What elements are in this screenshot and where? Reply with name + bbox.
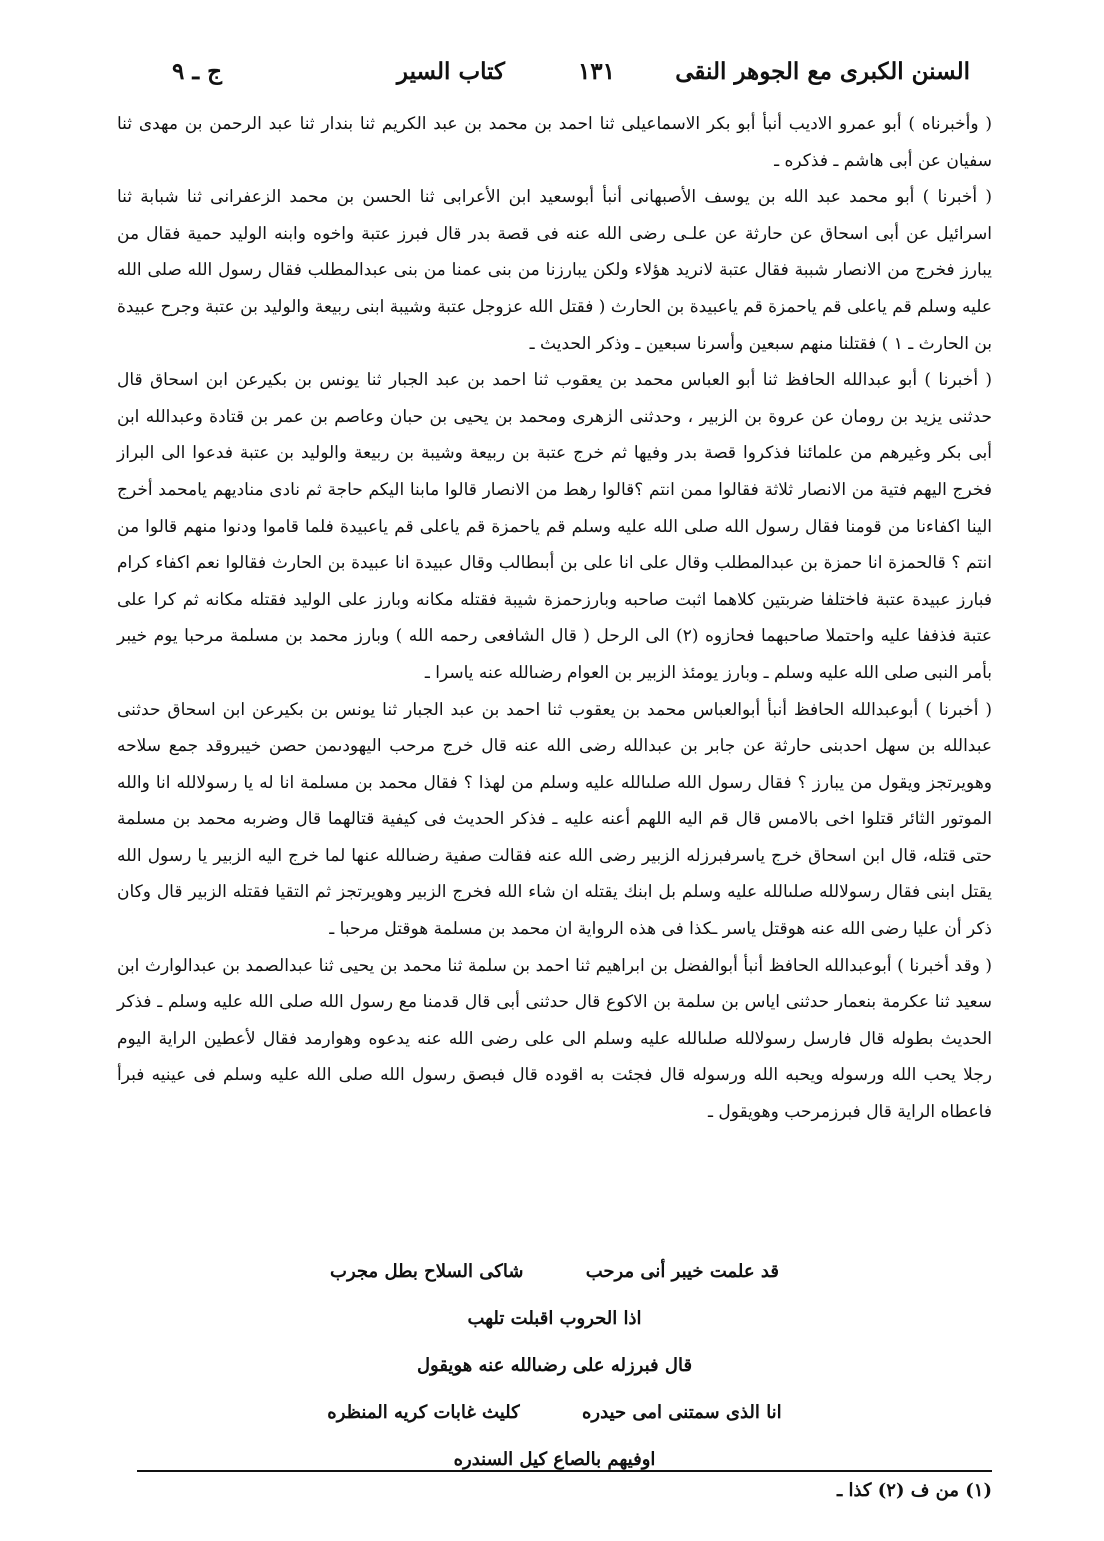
volume-label: ج ـ ٩ <box>172 58 222 85</box>
paragraph: ( أخبرنا ) أبو عبدالله الحافظ ثنا أبو العباس محمد بن يعقوب ثنا احمد بن عبد الجبار ثنا يونس بن بكيرعن ابن اسحاق قال حدثنى يزيد بن رومان عن عروة بن الزبير ، وحدثنى الزهرى ومحمد بن يحيى بن حبان وعاصم بن عمر بن قتادة وعبدالله ابن أبى بكر وغيرهم من علمائنا فذكروا قصة بدر وفيها ثم خرج عتبة بن ربيعة وشيبة بن ربيعة والوليد بن عتبة فدعوا الى البراز فخرج اليهم فتية من الانصار ثلاثة فقالوا ممن انتم ؟قالوا رهط من الانصار قالوا مابنا اليكم حاجة ثم نادى مناديهم يامحمد أخرج الينا اكفاءنا من قومنا فقال رسول الله صلى الله عليه وسلم قم ياحمزة قم ياعلى قم ياعبيدة فلما قاموا ودنوا منهم قالوا من انتم ؟ قالحمزة انا حمزة بن عبدالمطلب وقال على انا على بن أبىطالب وقال عبيدة انا عبيدة بن الحارث فقالوا نعم اكفاء كرام فبارز عبيدة عتبة فاختلفا ضربتين كلاهما اثبت صاحبه وبارزحمزة شيبة فقتله مكانه وبارز على الوليد فقتله مكانه ثم كرا على عتبة فذففا عليه واحتملا صاحبهما فحازوه (٢) الى الرحل ( قال الشافعى رحمه الله ) وبارز محمد بن مسلمة مرحبا يوم خيبر بأمر النبى صلى الله عليه وسلم ـ وبارز يومئذ الزبير بن العوام رضىالله عنه ياسرا ـ <box>117 370 992 683</box>
poem-line <box>117 1436 992 1483</box>
poem-line <box>117 1389 992 1436</box>
poem-line <box>117 1295 992 1342</box>
running-title: السنن الكبرى مع الجوهر النقى <box>675 58 970 85</box>
poem-line <box>117 1342 992 1389</box>
poem-line <box>117 1248 992 1295</box>
paragraph: ( أخبرنا ) أبو محمد عبد الله بن يوسف الأصبهانى أنبأ أبوسعيد ابن الأعرابى ثنا الحسن بن محمد الزعفرانى ثنا شبابة ثنا اسرائيل عن أبى اسحاق عن حارثة عن علـى رضى الله عنه فى قصة بدر قال فبرز عتبة واخوه وابنه الوليد حمية فقال من يبارز فخرج من الانصار شببة فقال عتبة لانريد هؤلاء ولكن يبارزنا من بنى عمنا من بنى عبدالمطلب فقال رسول الله صلى الله عليه وسلم قم ياعلى قم ياحمزة قم ياعبيدة بن الحارث ( فقتل الله عزوجل عتبة وشيبة ابنى ربيعة والوليد بن عتبة وجرح عبيدة بن الحارث ـ ١ ) فقتلنا منهم سبعين وأسرنا سبعين ـ وذكر الحديث ـ <box>117 187 992 354</box>
page-header <box>150 58 970 94</box>
verse-hemistich: انا الذى سمتنى امى حيدره <box>581 1402 782 1423</box>
verse-hemistich: شاكى السلاح بطل مجرب <box>330 1261 524 1282</box>
footnote-divider <box>137 1470 992 1472</box>
verse-hemistich: قد علمت خيبر أنى مرحب <box>585 1261 779 1282</box>
paragraph: ( وقد أخبرنا ) أبوعبدالله الحافظ أنبأ أبوالفضل بن ابراهيم ثنا احمد بن سلمة ثنا محمد بن يحيى ثنا عبدالصمد بن عبدالوارث ابن سعيد ثنا عكرمة بنعمار حدثنى اياس بن سلمة بن الاكوع قال حدثنى أبى قال قدمنا مع رسول الله صلى الله عليه وسلم ـ فذكر الحديث بطوله قال فارسل رسولالله صلىالله عليه وسلم الى على رضى الله عنه يدعوه وهوارمد فقال لأعطين الراية اليوم رجلا يحب الله ورسوله ويحبه الله ورسوله قال فجئت به اقوده قال فبصق رسول الله صلى الله عليه وسلم فى عينيه فبرأ فاعطاه الراية قال فبرزمرحب وهويقول ـ <box>117 955 992 1123</box>
footnote: (١) من ف (٢) كذا ـ <box>836 1480 992 1501</box>
paragraph: ( أخبرنا ) أبوعبدالله الحافظ أنبأ أبوالعباس محمد بن يعقوب ثنا احمد بن عبد الجبار ثنا يونس بن بكيرعن ابن اسحاق حدثنى عبدالله بن سهل احدبنى حارثة عن جابر بن عبدالله رضى الله عنه قال خرج مرحب اليهودىمن حصن خيبروقد جمع سلاحه وهويرتجز ويقول من يبارز ؟ فقال رسول الله صلىالله عليه وسلم من لهذا ؟ فقال محمد بن مسلمة انا له يا رسولالله انا والله الموتور الثائر قتلوا اخى بالامس قال قم اليه اللهم أعنه عليه ـ فذكر الحديث فى كيفية قتالهما قال وضربه محمد بن مسلمة حتى قتله، قال ابن اسحاق خرج ياسرفبرزله الزبير رضى الله عنه فقالت صفية رضىالله عنها لما خرج اليه الزبير يا رسول الله يقتل ابنى فقال رسولالله صلىالله عليه وسلم بل ابنك يقتله ان شاء الله فخرج الزبير وهويرتجز ثم التقيا فقتله الزبير قال وكان ذكر أن عليا رضى الله عنه هوقتل ياسر ـكذا فى هذه الرواية ان محمد بن مسلمة هوقتل مرحبا ـ <box>117 699 992 940</box>
verse-hemistich: اوفيهم بالصاع كيل السندره <box>453 1449 656 1470</box>
main-text <box>117 106 992 1131</box>
poem-block <box>117 1248 992 1483</box>
verse-hemistich: كليث غابات كريه المنظره <box>327 1402 520 1423</box>
poem-narration: قال فبرزله على رضىالله عنه هويقول <box>416 1355 693 1376</box>
page-number: ١٣١ <box>577 58 615 85</box>
paragraph: ( وأخبرناه ) أبو عمرو الاديب أنبأ أبو بكر الاسماعيلى ثنا احمد بن محمد بن عبد الكريم ثنا بندار ثنا عبد الرحمن بن مهدى ثنا سفيان عن أبى هاشم ـ فذكره ـ <box>117 114 992 171</box>
verse-hemistich: اذا الحروب اقبلت تلهب <box>467 1308 642 1329</box>
book-title: كتاب السير <box>396 58 505 85</box>
